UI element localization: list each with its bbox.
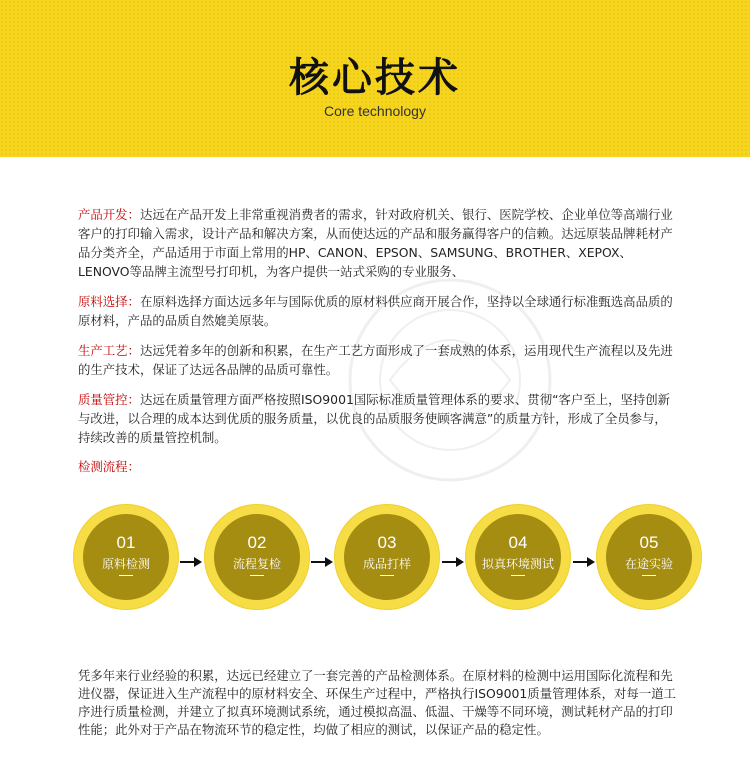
section-text: 达远在产品开发上非常重视消费者的需求，针对政府机关、银行、医院学校、企业单位等高端行业客户的打印输入需求，设计产品和解决方案，从而使达远的产品和服务赢得客户的信赖。达远原装品牌耗材产品分类齐全，产品适用于市面上常用的HP、CANON、EPSON、SAMSUNG、BROTHER、XEPOX、LENOVO等品牌主流型号打印机，为客户提供一站式采购的专业服务、 — [78, 207, 673, 279]
section-text: 达远凭着多年的创新和积累，在生产工艺方面形成了一套成熟的体系，运用现代生产流程以及先进的生产技术，保证了达远各品牌的品质可靠性。 — [78, 343, 673, 377]
flow-step-label: 原料检测 — [101, 557, 150, 571]
arrow-right-icon — [311, 557, 333, 567]
flow-step-2 — [205, 505, 309, 609]
flow-label: 检测流程： — [78, 459, 140, 474]
flow-step-underline — [511, 575, 525, 576]
flow-step-3 — [335, 505, 439, 609]
section-text: 达远在质量管理方面严格按照ISO9001国际标准质量管理体系的要求、贯彻“客户至上，坚持创新与改进，以合理的成本达到优质的服务质量，以优良的品质服务使顾客满意”的质量方针，形成了全员参与，持续改善的质量管控机制。 — [78, 392, 671, 445]
flow-step-underline — [119, 575, 133, 576]
section-quality-control — [78, 390, 678, 447]
flow-step-circle — [83, 514, 169, 600]
section-product-development — [78, 205, 678, 281]
flow-step-label: 流程复检 — [232, 557, 281, 571]
flow-step-underline — [250, 575, 264, 576]
flow-step-number: 03 — [377, 533, 397, 552]
flow-step-number: 02 — [247, 533, 267, 552]
flow-step-circle — [344, 514, 430, 600]
flow-step-label: 在途实验 — [624, 557, 673, 571]
section-heading: 原料选择： — [78, 294, 140, 309]
flow-step-label: 成品打样 — [362, 557, 411, 571]
content-block — [78, 205, 678, 458]
flow-step-circle — [214, 514, 300, 600]
flow-step-1 — [74, 505, 178, 609]
flow-step-number: 05 — [639, 533, 659, 552]
page-subtitle: Core technology — [324, 103, 426, 119]
flow-step-5 — [597, 505, 701, 609]
arrow-right-icon — [573, 557, 595, 567]
section-heading: 生产工艺： — [78, 343, 140, 358]
flow-step-circle — [475, 514, 561, 600]
section-heading: 质量管控： — [78, 392, 140, 407]
section-text: 在原料选择方面达远多年与国际优质的原材料供应商开展合作，坚持以全球通行标准甄选高品质的原材料，产品的品质自然媲美原装。 — [78, 294, 673, 328]
section-material-selection — [78, 292, 678, 330]
flow-step-circle — [606, 514, 692, 600]
footer-paragraph: 凭多年来行业经验的积累，达远已经建立了一套完善的产品检测体系。在原材料的检测中运用国际化流程和先进仪器，保证进入生产流程中的原材料安全、环保生产过程中，严格执行ISO9001质量管理体系，对每一道工序进行质量检测，并建立了拟真环境测试系统，通过模拟高温、低温、干燥等不同环境，测试耗材产品的打印性能；此外对于产品在物流环节的稳定性，均做了相应的测试，以保证产品的稳定性。 — [78, 668, 676, 737]
section-production-process — [78, 341, 678, 379]
section-heading: 产品开发： — [78, 207, 140, 222]
flow-step-underline — [380, 575, 394, 576]
arrow-right-icon — [442, 557, 464, 567]
flow-step-label: 拟真环境测试 — [481, 557, 554, 571]
flow-step-number: 01 — [116, 533, 136, 552]
arrow-right-icon — [180, 557, 202, 567]
flow-step-4 — [466, 505, 570, 609]
flow-step-number: 04 — [508, 533, 528, 552]
flow-step-underline — [642, 575, 656, 576]
page-title: 核心技术 — [289, 55, 461, 101]
